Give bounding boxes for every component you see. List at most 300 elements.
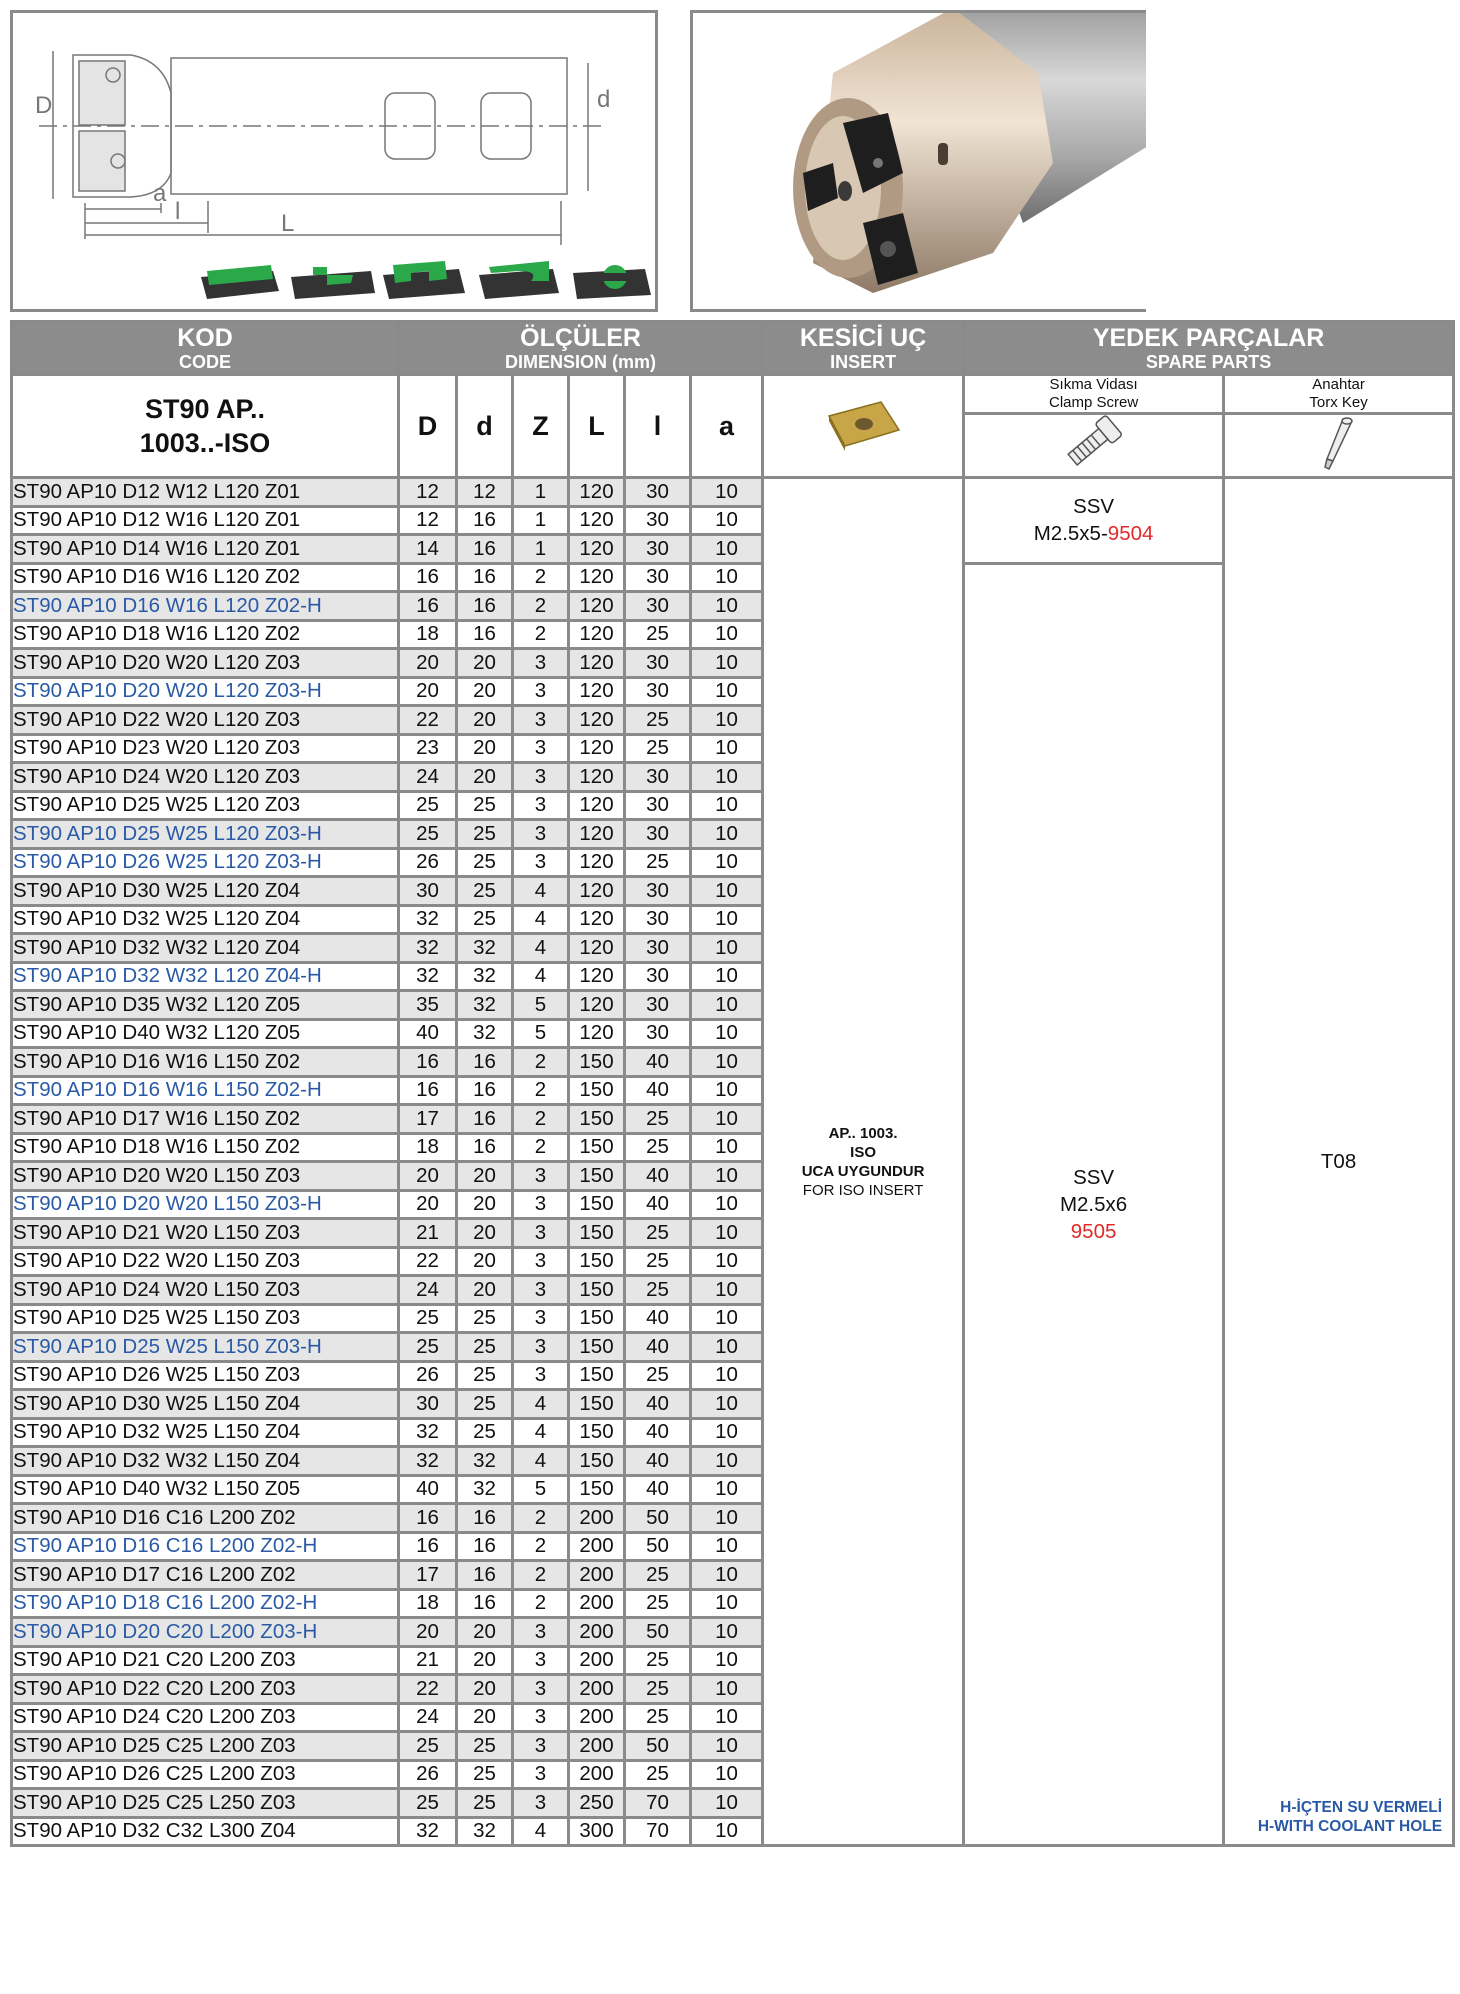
- screw-small-code: 9504: [1107, 522, 1154, 546]
- row-Z: 3: [513, 848, 569, 877]
- row-a: 10: [691, 820, 763, 849]
- row-L: 150: [569, 1475, 625, 1504]
- row-l: 50: [625, 1504, 691, 1533]
- row-L: 200: [569, 1618, 625, 1647]
- row-code: ST90 AP10 D20 W20 L150 Z03: [12, 1162, 399, 1191]
- row-code: ST90 AP10 D16 C16 L200 Z02-H: [12, 1532, 399, 1561]
- row-l: 40: [625, 1418, 691, 1447]
- row-d: 16: [457, 1076, 513, 1105]
- dim-label-L: L: [281, 210, 295, 237]
- row-Z: 3: [513, 1618, 569, 1647]
- row-D: 32: [399, 1418, 457, 1447]
- row-code: ST90 AP10 D26 W25 L150 Z03: [12, 1361, 399, 1390]
- row-a: 10: [691, 620, 763, 649]
- row-code: ST90 AP10 D20 W20 L150 Z03-H: [12, 1190, 399, 1219]
- row-l: 30: [625, 820, 691, 849]
- row-l: 30: [625, 905, 691, 934]
- row-a: 10: [691, 506, 763, 535]
- row-l: 25: [625, 1361, 691, 1390]
- row-D: 32: [399, 1447, 457, 1476]
- torx-key-cell: [1224, 478, 1454, 1846]
- row-Z: 3: [513, 1304, 569, 1333]
- row-D: 20: [399, 1190, 457, 1219]
- row-L: 120: [569, 563, 625, 592]
- row-code: ST90 AP10 D32 W25 L120 Z04: [12, 905, 399, 934]
- row-L: 200: [569, 1732, 625, 1761]
- row-a: 10: [691, 677, 763, 706]
- row-L: 200: [569, 1760, 625, 1789]
- row-D: 16: [399, 592, 457, 621]
- clamp-screw-header: [964, 375, 1224, 414]
- row-d: 32: [457, 1447, 513, 1476]
- row-code: ST90 AP10 D22 C20 L200 Z03: [12, 1675, 399, 1704]
- row-Z: 5: [513, 1019, 569, 1048]
- row-l: 30: [625, 535, 691, 564]
- row-a: 10: [691, 1390, 763, 1419]
- row-l: 30: [625, 763, 691, 792]
- row-a: 10: [691, 734, 763, 763]
- row-d: 16: [457, 535, 513, 564]
- insert-icon: [823, 396, 903, 452]
- row-a: 10: [691, 1475, 763, 1504]
- clamp-screw-header-tr: Sıkma Vidası: [1049, 376, 1138, 393]
- row-L: 120: [569, 706, 625, 735]
- row-L: 200: [569, 1504, 625, 1533]
- row-l: 25: [625, 848, 691, 877]
- row-l: 25: [625, 1219, 691, 1248]
- row-a: 10: [691, 848, 763, 877]
- row-l: 25: [625, 734, 691, 763]
- row-L: 250: [569, 1789, 625, 1818]
- row-d: 16: [457, 506, 513, 535]
- row-a: 10: [691, 1219, 763, 1248]
- row-code: ST90 AP10 D32 C32 L300 Z04: [12, 1817, 399, 1846]
- row-L: 120: [569, 592, 625, 621]
- row-D: 25: [399, 1333, 457, 1362]
- row-d: 16: [457, 1589, 513, 1618]
- row-L: 120: [569, 934, 625, 963]
- row-Z: 3: [513, 1789, 569, 1818]
- row-l: 30: [625, 877, 691, 906]
- row-L: 120: [569, 649, 625, 678]
- row-Z: 2: [513, 1133, 569, 1162]
- row-Z: 4: [513, 905, 569, 934]
- row-code: ST90 AP10 D16 W16 L120 Z02: [12, 563, 399, 592]
- row-l: 25: [625, 1247, 691, 1276]
- row-code: ST90 AP10 D18 W16 L120 Z02: [12, 620, 399, 649]
- row-code: ST90 AP10 D25 W25 L120 Z03-H: [12, 820, 399, 849]
- row-a: 10: [691, 1732, 763, 1761]
- row-l: 40: [625, 1333, 691, 1362]
- row-D: 25: [399, 820, 457, 849]
- row-a: 10: [691, 934, 763, 963]
- row-d: 25: [457, 877, 513, 906]
- header-spare-tr: YEDEK PARÇALAR: [1092, 323, 1325, 352]
- dim-label-D: D: [35, 92, 53, 119]
- row-L: 120: [569, 535, 625, 564]
- insert-note-line2: ISO: [850, 1143, 876, 1161]
- row-Z: 3: [513, 1361, 569, 1390]
- row-a: 10: [691, 1589, 763, 1618]
- header-code: [12, 322, 399, 375]
- insert-note-line3: UCA UYGUNDUR: [801, 1162, 925, 1180]
- row-Z: 3: [513, 734, 569, 763]
- row-d: 20: [457, 1618, 513, 1647]
- row-d: 20: [457, 706, 513, 735]
- row-code: ST90 AP10 D24 C20 L200 Z03: [12, 1703, 399, 1732]
- row-Z: 4: [513, 1447, 569, 1476]
- torx-key-icon-cell: [1224, 414, 1454, 478]
- row-L: 120: [569, 848, 625, 877]
- row-a: 10: [691, 1048, 763, 1077]
- header-spare-en: SPARE PARTS: [1145, 351, 1272, 372]
- model-title: [12, 375, 399, 478]
- row-l: 40: [625, 1304, 691, 1333]
- row-d: 20: [457, 734, 513, 763]
- row-Z: 4: [513, 934, 569, 963]
- row-l: 25: [625, 1703, 691, 1732]
- row-code: ST90 AP10 D25 W25 L120 Z03: [12, 791, 399, 820]
- row-Z: 2: [513, 1532, 569, 1561]
- row-code: ST90 AP10 D30 W25 L150 Z04: [12, 1390, 399, 1419]
- row-L: 120: [569, 791, 625, 820]
- row-d: 20: [457, 1219, 513, 1248]
- row-a: 10: [691, 535, 763, 564]
- row-Z: 4: [513, 1817, 569, 1846]
- torx-key-header: [1224, 375, 1454, 414]
- row-a: 10: [691, 1504, 763, 1533]
- row-l: 40: [625, 1190, 691, 1219]
- row-code: ST90 AP10 D24 W20 L120 Z03: [12, 763, 399, 792]
- row-Z: 2: [513, 1076, 569, 1105]
- row-L: 120: [569, 506, 625, 535]
- header-insert-en: INSERT: [830, 351, 897, 372]
- screw-large-code: 9505: [1070, 1219, 1117, 1243]
- product-photo: [690, 10, 1146, 312]
- row-d: 25: [457, 1760, 513, 1789]
- dim-header-l: l: [625, 375, 691, 478]
- row-D: 17: [399, 1561, 457, 1590]
- row-code: ST90 AP10 D20 C20 L200 Z03-H: [12, 1618, 399, 1647]
- row-L: 120: [569, 877, 625, 906]
- spec-table: [10, 320, 1455, 1847]
- row-D: 20: [399, 649, 457, 678]
- clamp-screw-icon-cell: [964, 414, 1224, 478]
- row-d: 25: [457, 1789, 513, 1818]
- row-d: 20: [457, 677, 513, 706]
- row-a: 10: [691, 1247, 763, 1276]
- row-Z: 1: [513, 535, 569, 564]
- row-code: ST90 AP10 D17 W16 L150 Z02: [12, 1105, 399, 1134]
- row-L: 150: [569, 1048, 625, 1077]
- clamp-screw-small: [964, 478, 1224, 564]
- header-insert: [763, 322, 964, 375]
- row-code: ST90 AP10 D40 W32 L150 Z05: [12, 1475, 399, 1504]
- row-D: 20: [399, 1162, 457, 1191]
- row-D: 26: [399, 1361, 457, 1390]
- row-code: ST90 AP10 D16 W16 L120 Z02-H: [12, 592, 399, 621]
- row-L: 150: [569, 1276, 625, 1305]
- row-a: 10: [691, 905, 763, 934]
- insert-image-cell: [763, 375, 964, 478]
- row-D: 16: [399, 563, 457, 592]
- row-d: 25: [457, 1304, 513, 1333]
- dim-header-d: d: [457, 375, 513, 478]
- row-Z: 3: [513, 1646, 569, 1675]
- row-D: 16: [399, 1504, 457, 1533]
- dim-header-L: L: [569, 375, 625, 478]
- row-code: ST90 AP10 D16 W16 L150 Z02: [12, 1048, 399, 1077]
- row-a: 10: [691, 1019, 763, 1048]
- row-D: 32: [399, 934, 457, 963]
- row-D: 30: [399, 1390, 457, 1419]
- row-L: 120: [569, 734, 625, 763]
- header-dimensions: [399, 322, 763, 375]
- row-D: 35: [399, 991, 457, 1020]
- row-a: 10: [691, 592, 763, 621]
- row-L: 120: [569, 677, 625, 706]
- row-l: 40: [625, 1390, 691, 1419]
- row-Z: 4: [513, 877, 569, 906]
- row-Z: 4: [513, 1418, 569, 1447]
- row-l: 25: [625, 1760, 691, 1789]
- row-L: 120: [569, 620, 625, 649]
- row-l: 25: [625, 1646, 691, 1675]
- row-L: 300: [569, 1817, 625, 1846]
- row-code: ST90 AP10 D14 W16 L120 Z01: [12, 535, 399, 564]
- row-d: 25: [457, 1418, 513, 1447]
- row-d: 12: [457, 478, 513, 507]
- header-dimensions-tr: ÖLÇÜLER: [520, 323, 641, 352]
- row-l: 30: [625, 677, 691, 706]
- row-a: 10: [691, 763, 763, 792]
- row-d: 20: [457, 1675, 513, 1704]
- row-l: 70: [625, 1789, 691, 1818]
- row-D: 12: [399, 506, 457, 535]
- row-code: ST90 AP10 D40 W32 L120 Z05: [12, 1019, 399, 1048]
- clamp-screw-header-en: Clamp Screw: [1048, 394, 1139, 411]
- row-d: 20: [457, 649, 513, 678]
- row-d: 25: [457, 1732, 513, 1761]
- row-Z: 2: [513, 1561, 569, 1590]
- row-L: 150: [569, 1219, 625, 1248]
- row-a: 10: [691, 649, 763, 678]
- row-Z: 3: [513, 1703, 569, 1732]
- row-Z: 5: [513, 991, 569, 1020]
- row-D: 32: [399, 962, 457, 991]
- row-l: 50: [625, 1618, 691, 1647]
- row-D: 16: [399, 1076, 457, 1105]
- row-L: 120: [569, 763, 625, 792]
- row-L: 150: [569, 1447, 625, 1476]
- spec-rows: [12, 478, 1454, 1846]
- coolant-note: [1258, 1798, 1442, 1836]
- row-l: 25: [625, 1561, 691, 1590]
- row-L: 120: [569, 991, 625, 1020]
- row-Z: 2: [513, 592, 569, 621]
- row-d: 16: [457, 563, 513, 592]
- row-D: 21: [399, 1646, 457, 1675]
- row-Z: 3: [513, 1219, 569, 1248]
- header-code-tr: KOD: [177, 323, 233, 352]
- row-a: 10: [691, 1760, 763, 1789]
- row-D: 32: [399, 905, 457, 934]
- row-L: 200: [569, 1703, 625, 1732]
- clamp-screw-large: [964, 563, 1224, 1846]
- model-title-line1: ST90 AP..: [144, 394, 266, 424]
- row-L: 120: [569, 478, 625, 507]
- row-code: ST90 AP10 D25 W25 L150 Z03: [12, 1304, 399, 1333]
- header-insert-tr: KESİCİ UÇ: [799, 323, 927, 352]
- row-D: 24: [399, 763, 457, 792]
- row-code: ST90 AP10 D21 W20 L150 Z03: [12, 1219, 399, 1248]
- row-a: 10: [691, 563, 763, 592]
- dim-label-d: d: [597, 86, 611, 113]
- dim-label-a: a: [153, 180, 167, 207]
- row-d: 25: [457, 1390, 513, 1419]
- row-a: 10: [691, 706, 763, 735]
- row-L: 150: [569, 1361, 625, 1390]
- row-code: ST90 AP10 D20 W20 L120 Z03-H: [12, 677, 399, 706]
- row-code: ST90 AP10 D23 W20 L120 Z03: [12, 734, 399, 763]
- insert-note: [764, 1124, 962, 1200]
- row-code: ST90 AP10 D35 W32 L120 Z05: [12, 991, 399, 1020]
- row-Z: 3: [513, 706, 569, 735]
- row-a: 10: [691, 1532, 763, 1561]
- row-code: ST90 AP10 D26 W25 L120 Z03-H: [12, 848, 399, 877]
- row-l: 30: [625, 563, 691, 592]
- row-d: 20: [457, 763, 513, 792]
- screw-large-size: M2.5x6: [1059, 1192, 1128, 1216]
- row-a: 10: [691, 1646, 763, 1675]
- row-l: 30: [625, 991, 691, 1020]
- row-Z: 3: [513, 677, 569, 706]
- row-l: 40: [625, 1447, 691, 1476]
- row-D: 23: [399, 734, 457, 763]
- row-code: ST90 AP10 D32 W32 L120 Z04: [12, 934, 399, 963]
- row-l: 40: [625, 1475, 691, 1504]
- row-l: 25: [625, 1105, 691, 1134]
- row-D: 25: [399, 1732, 457, 1761]
- operation-icons: [201, 261, 651, 299]
- row-code: ST90 AP10 D32 W32 L120 Z04-H: [12, 962, 399, 991]
- row-Z: 3: [513, 763, 569, 792]
- row-Z: 3: [513, 791, 569, 820]
- dim-header-D: D: [399, 375, 457, 478]
- screw-small-type: SSV: [1073, 495, 1115, 519]
- row-Z: 3: [513, 820, 569, 849]
- row-l: 40: [625, 1162, 691, 1191]
- row-code: ST90 AP10 D20 W20 L120 Z03: [12, 649, 399, 678]
- row-code: ST90 AP10 D25 C25 L250 Z03: [12, 1789, 399, 1818]
- torx-key-value: T08: [1320, 1149, 1357, 1173]
- row-a: 10: [691, 1276, 763, 1305]
- row-D: 40: [399, 1019, 457, 1048]
- row-a: 10: [691, 1817, 763, 1846]
- row-a: 10: [691, 1076, 763, 1105]
- row-l: 30: [625, 1019, 691, 1048]
- row-Z: 3: [513, 1190, 569, 1219]
- row-Z: 2: [513, 620, 569, 649]
- row-D: 14: [399, 535, 457, 564]
- row-code: ST90 AP10 D22 W20 L150 Z03: [12, 1247, 399, 1276]
- row-a: 10: [691, 1333, 763, 1362]
- row-d: 32: [457, 1817, 513, 1846]
- row-D: 30: [399, 877, 457, 906]
- header-code-en: CODE: [178, 351, 231, 372]
- row-a: 10: [691, 1561, 763, 1590]
- row-d: 32: [457, 1475, 513, 1504]
- row-d: 25: [457, 820, 513, 849]
- row-code: ST90 AP10 D18 C16 L200 Z02-H: [12, 1589, 399, 1618]
- row-Z: 2: [513, 563, 569, 592]
- row-l: 30: [625, 962, 691, 991]
- row-Z: 3: [513, 649, 569, 678]
- row-Z: 5: [513, 1475, 569, 1504]
- row-D: 16: [399, 1048, 457, 1077]
- row-d: 16: [457, 1504, 513, 1533]
- row-D: 20: [399, 1618, 457, 1647]
- row-L: 120: [569, 1019, 625, 1048]
- end-mill-image: [693, 13, 1146, 309]
- row-l: 25: [625, 1675, 691, 1704]
- row-D: 18: [399, 1589, 457, 1618]
- row-Z: 3: [513, 1675, 569, 1704]
- row-code: ST90 AP10 D16 C16 L200 Z02: [12, 1504, 399, 1533]
- row-l: 40: [625, 1076, 691, 1105]
- insert-note-line1: AP.. 1003.: [828, 1124, 898, 1142]
- row-D: 16: [399, 1532, 457, 1561]
- row-d: 16: [457, 592, 513, 621]
- row-Z: 2: [513, 1504, 569, 1533]
- row-L: 150: [569, 1076, 625, 1105]
- insert-note-line4: FOR ISO INSERT: [802, 1181, 924, 1199]
- row-d: 32: [457, 1019, 513, 1048]
- row-D: 17: [399, 1105, 457, 1134]
- technical-drawing: [10, 10, 658, 312]
- row-a: 10: [691, 478, 763, 507]
- row-a: 10: [691, 1618, 763, 1647]
- row-L: 150: [569, 1162, 625, 1191]
- row-D: 32: [399, 1817, 457, 1846]
- row-a: 10: [691, 1447, 763, 1476]
- row-D: 24: [399, 1276, 457, 1305]
- dim-header-Z: Z: [513, 375, 569, 478]
- row-D: 25: [399, 1304, 457, 1333]
- row-L: 150: [569, 1333, 625, 1362]
- row-d: 25: [457, 791, 513, 820]
- row-D: 24: [399, 1703, 457, 1732]
- row-code: ST90 AP10 D18 W16 L150 Z02: [12, 1133, 399, 1162]
- row-L: 200: [569, 1675, 625, 1704]
- row-l: 30: [625, 592, 691, 621]
- row-D: 26: [399, 1760, 457, 1789]
- row-code: ST90 AP10 D32 W32 L150 Z04: [12, 1447, 399, 1476]
- row-a: 10: [691, 1418, 763, 1447]
- row-d: 16: [457, 1105, 513, 1134]
- row-Z: 2: [513, 1048, 569, 1077]
- row-Z: 3: [513, 1760, 569, 1789]
- row-l: 50: [625, 1732, 691, 1761]
- row-l: 70: [625, 1817, 691, 1846]
- row-a: 10: [691, 962, 763, 991]
- row-D: 18: [399, 1133, 457, 1162]
- row-D: 21: [399, 1219, 457, 1248]
- row-a: 10: [691, 1703, 763, 1732]
- row-l: 30: [625, 649, 691, 678]
- row-code: ST90 AP10 D32 W25 L150 Z04: [12, 1418, 399, 1447]
- row-a: 10: [691, 1675, 763, 1704]
